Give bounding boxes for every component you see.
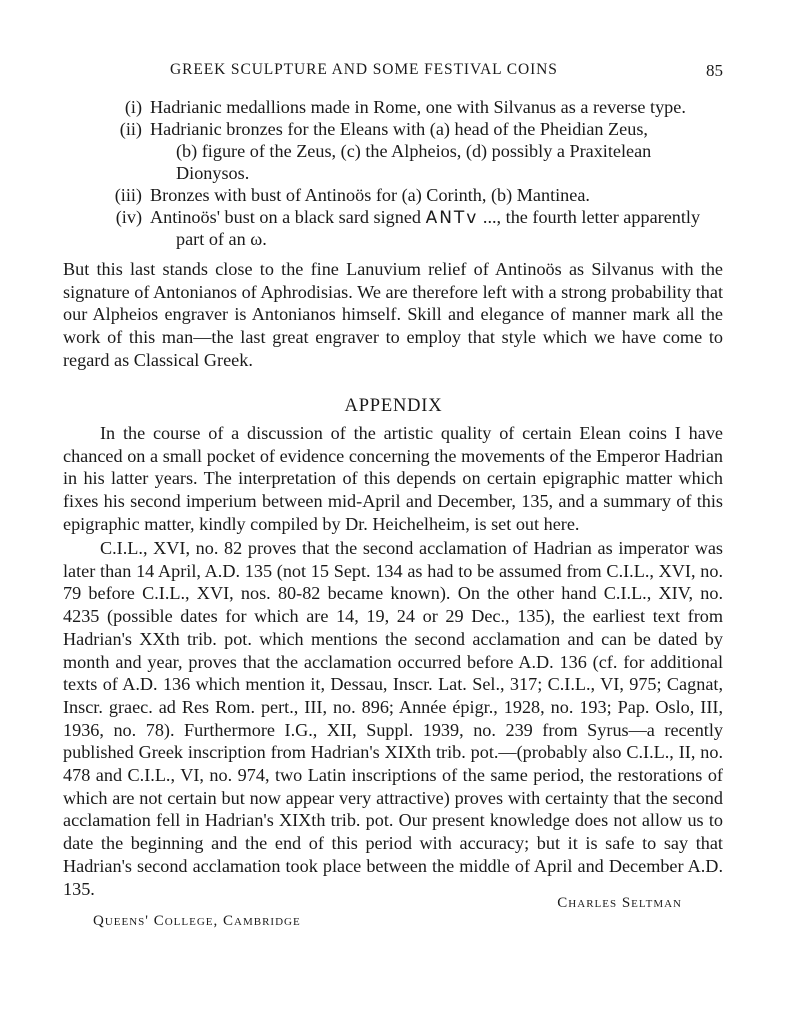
author-affiliation: Queens' College, Cambridge xyxy=(93,913,301,929)
list-item-text-part: Antinoös' bust on a black sard signed xyxy=(150,207,422,227)
running-title: GREEK SCULPTURE AND SOME FESTIVAL COINS xyxy=(170,61,558,78)
appendix-heading: APPENDIX xyxy=(344,396,443,416)
running-header xyxy=(170,61,723,85)
list-item-text: Hadrianic bronzes for the Eleans with (a) head of the Pheidian Zeus, xyxy=(150,119,648,139)
appendix-paragraph-1: In the course of a discussion of the artistic quality of certain Elean coins I have chanced on a small pocket of evidence concerning the movements of the Emperor Hadrian in his latter years. The interpretation of this depends on certain epigraphic matter which fixes his second imperium between mid-April and December, 135, and a summary of this epigraphic matter, kindly compiled by Dr. Heichelheim, is set out here. xyxy=(63,423,723,534)
list-numeral: (iv) xyxy=(115,207,142,227)
list-item-text: (b) figure of the Zeus, (c) the Alpheios, (d) possibly a Praxitelean xyxy=(176,141,652,161)
list-item-text: Hadrianic medallions made in Rome, one with Silvanus as a reverse type. xyxy=(150,97,686,117)
page-number: 85 xyxy=(706,61,723,80)
appendix-paragraph-2: C.I.L., XVI, no. 82 proves that the second acclamation of Hadrian as imperator was later than 14 April, A.D. 135 (not 15 Sept. 134 as had to be assumed from C.I.L., XVI, no. 79 before C.I.L., XVI, nos. 80-82 became known). On the other hand C.I.L., XIV, no. 4235 (possible dates for which are 14, 19, 24 or 29 Dec., 135), the earliest text from Hadrian's XXth trib. pot. which mentions the second acclamation and can be dated by month and year, proves that the acclamation occurred before A.D. 136 (cf. for additional texts of A.D. 136 which mention it, Dessau, Inscr. Lat. Sel., 317; C.I.L., VI, 975; Cagnat, Inscr. graec. ad Res Rom. pert., III, no. 896; Année épigr., 1928, no. 193; Pap. Oslo, III, 1936, no. 78). Furthermore I.G., XII, Suppl. 1939, no. 239 from Syrus—a recently published Greek inscription from Hadrian's XIXth trib. pot.—(probably also C.I.L., II, no. 478 and C.I.L., VI, no. 974, two Latin inscriptions of the same period, the restorations of which are not certain but now appear very attractive) proves with certainty that the second acclamation fell in Hadrian's XIXth trib. pot. Our present knowledge does not allow us to date the beginning and the end of this period with accuracy; but it is safe to say that Hadrian's second acclamation took place between the middle of April and December A.D. 135. xyxy=(63,538,723,899)
list-item-text-part: ..., the fourth letter apparently xyxy=(482,207,701,227)
list-item-text: Bronzes with bust of Antinoös for (a) Corinth, (b) Mantinea. xyxy=(150,185,590,205)
list-item-text: part of an ω. xyxy=(176,229,267,249)
author-signature: Charles Seltman xyxy=(557,895,682,911)
list-numeral: (i) xyxy=(124,97,142,117)
list-item-text xyxy=(150,206,700,229)
list-numeral: (ii) xyxy=(119,119,142,139)
closing-paragraph: But this last stands close to the fine Lanuvium relief of Antinoös as Silvanus with the signature of Antonianos of Aphrodisias. We are therefore left with a strong probability that our Alpheios engraver is Antonianos himself. Skill and elegance of manner mark all the work of this man—the last great engraver to employ that style which we have come to regard as Classical Greek. xyxy=(63,259,723,370)
greek-signature-letters: ANTv xyxy=(425,208,479,228)
list-numeral: (iii) xyxy=(114,185,142,205)
list-item-text: Dionysos. xyxy=(176,163,250,183)
